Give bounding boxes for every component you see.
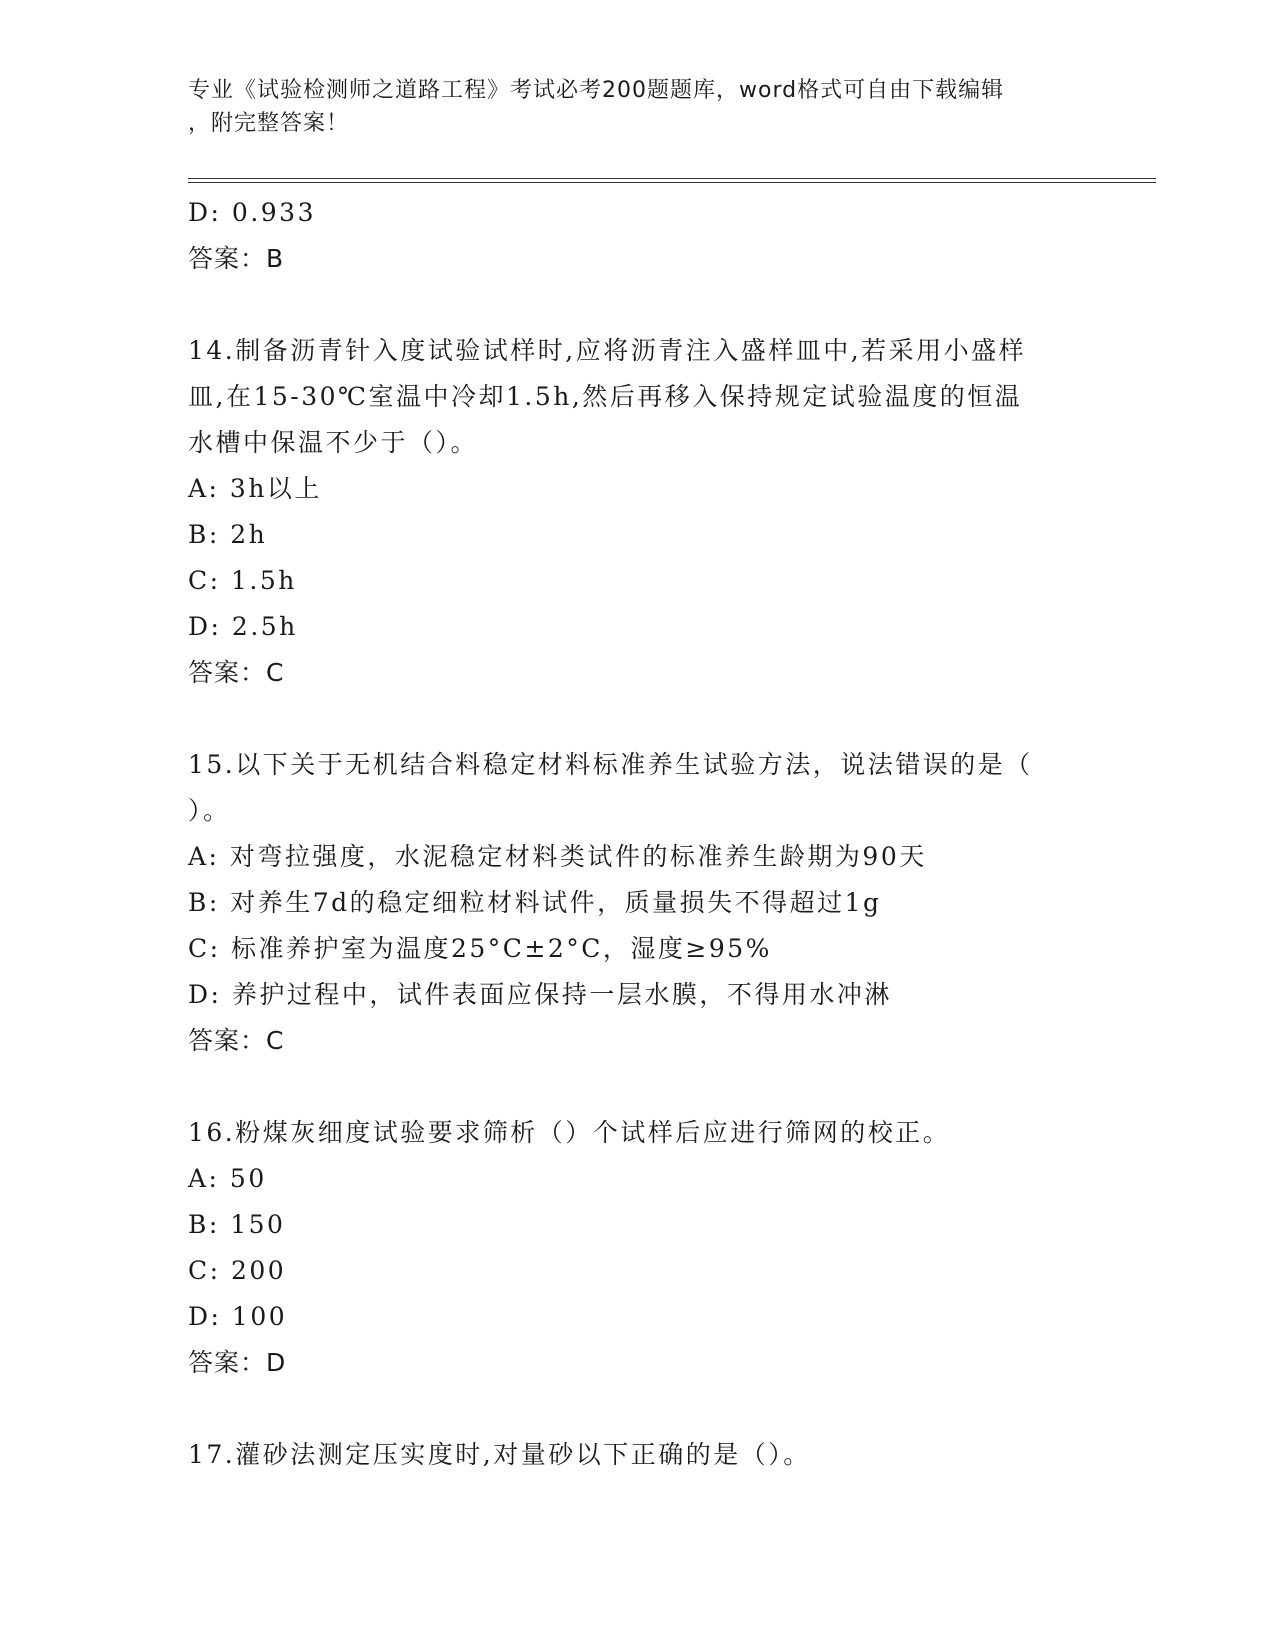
header-divider-top	[188, 178, 1156, 179]
question-14-option-c: C: 1.5h	[188, 566, 297, 595]
question-14-stem	[188, 328, 1078, 466]
question-16-option-b: B: 150	[188, 1210, 286, 1239]
question-17	[188, 1432, 1088, 1478]
question-15-stem	[188, 742, 1078, 834]
question-list	[188, 190, 1088, 1478]
question-15-line-1: 15.以下关于无机结合料稳定材料标准养生试验方法，说法错误的是（	[188, 750, 1033, 779]
question-16-answer: 答案：D	[188, 1348, 287, 1377]
question-16-option-d: D: 100	[188, 1302, 288, 1331]
header-title-line-2: ，附完整答案！	[188, 111, 350, 136]
question-15-answer: 答案：C	[188, 1026, 285, 1055]
question-16	[188, 1110, 1088, 1386]
header-divider-bottom	[188, 182, 1156, 183]
document-header	[188, 74, 1078, 140]
question-16-option-c: C: 200	[188, 1256, 287, 1285]
question-15-option-c: C: 标准养护室为温度25°C±2°C，湿度≥95%	[188, 934, 772, 963]
question-15-option-b: B: 对养生7d的稳定细粒材料试件，质量损失不得超过1g	[188, 888, 882, 917]
prev-option-d: D: 0.933	[188, 198, 316, 227]
question-15-option-d: D: 养护过程中，试件表面应保持一层水膜，不得用水冲淋	[188, 980, 892, 1009]
spacer	[188, 1386, 1088, 1432]
question-15-option-a: A: 对弯拉强度，水泥稳定材料类试件的标准养生龄期为90天	[188, 842, 927, 871]
question-16-option-a: A: 50	[188, 1164, 267, 1193]
spacer	[188, 282, 1088, 328]
question-16-line-1: 16.粉煤灰细度试验要求筛析（）个试样后应进行筛网的校正。	[188, 1118, 951, 1147]
spacer	[188, 696, 1088, 742]
question-14-option-d: D: 2.5h	[188, 612, 298, 641]
prev-answer: 答案：B	[188, 244, 285, 273]
question-15-line-2: ）。	[188, 796, 231, 825]
spacer	[188, 1064, 1088, 1110]
question-14-line-1: 14.制备沥青针入度试验试样时,应将沥青注入盛样皿中,若采用小盛样	[188, 336, 1027, 365]
header-title-line-1: 专业《试验检测师之道路工程》考试必考200题题库，word格式可自由下载编辑	[188, 78, 1005, 103]
question-14-option-a: A: 3h以上	[188, 474, 322, 503]
question-17-stem	[188, 1432, 1078, 1478]
question-14-line-3: 水槽中保温不少于（）。	[188, 428, 479, 457]
question-17-line-1: 17.灌砂法测定压实度时,对量砂以下正确的是（）。	[188, 1440, 811, 1469]
question-16-stem	[188, 1110, 1078, 1156]
question-15	[188, 742, 1088, 1064]
question-14-answer: 答案：C	[188, 658, 285, 687]
question-14	[188, 328, 1088, 696]
question-14-option-b: B: 2h	[188, 520, 268, 549]
question-14-line-2: 皿,在15-30℃室温中冷却1.5h,然后再移入保持规定试验温度的恒温	[188, 382, 1023, 411]
